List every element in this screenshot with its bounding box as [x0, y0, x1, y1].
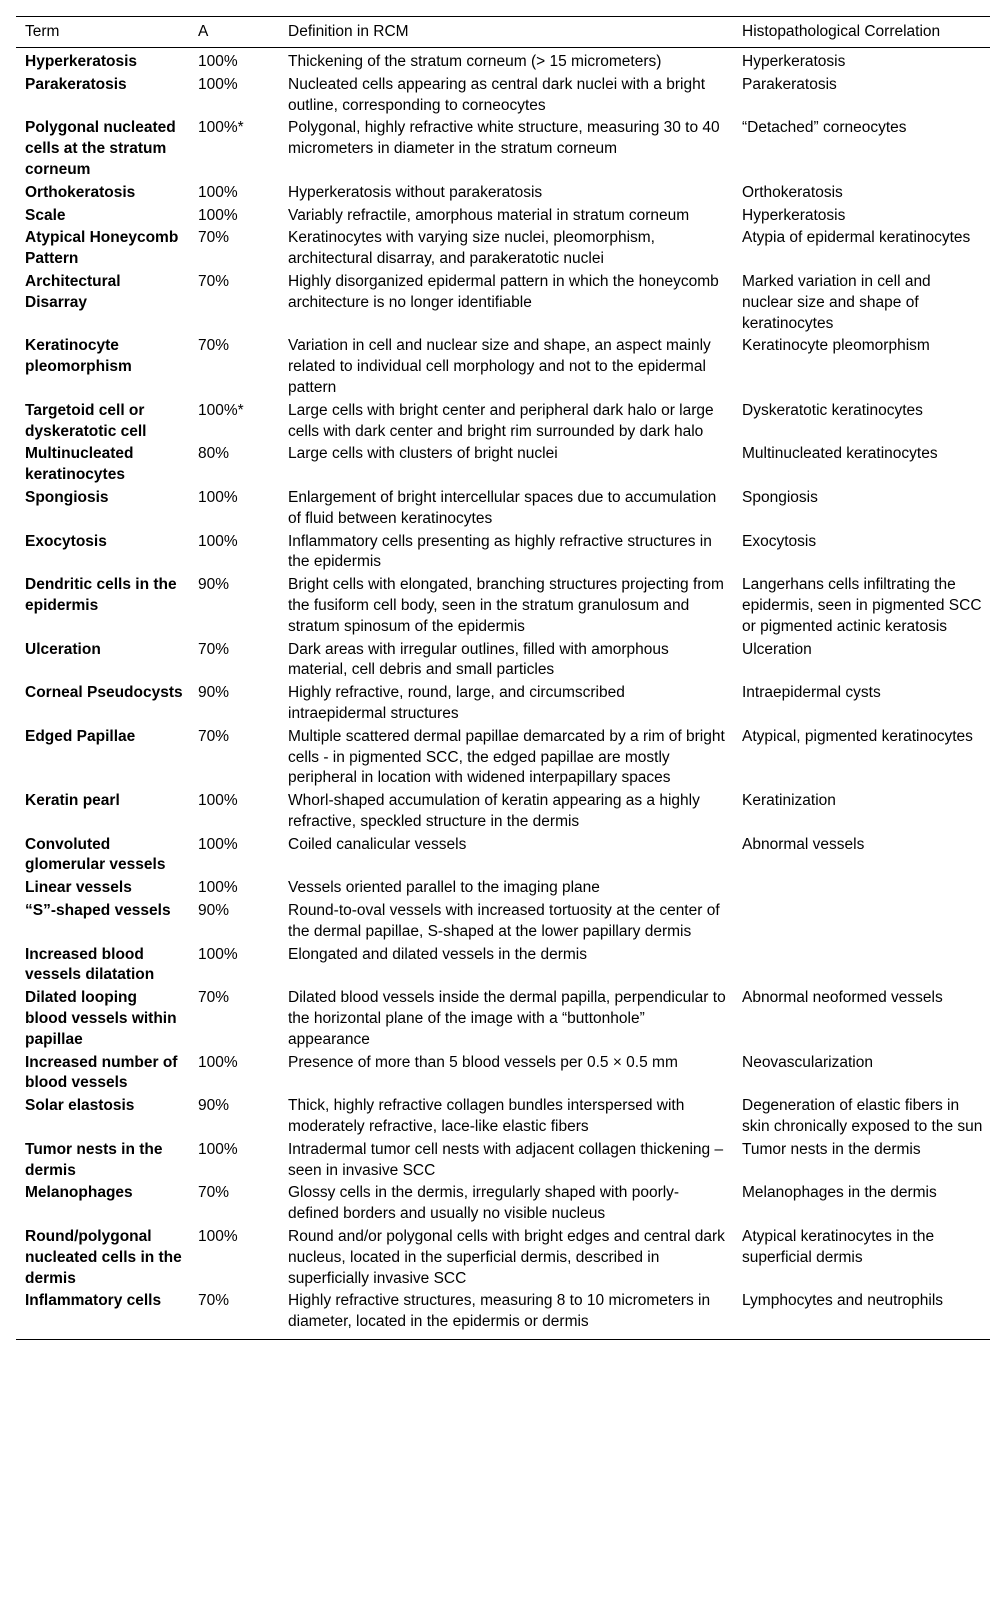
table-row	[16, 790, 990, 834]
agreement-cell: 100%	[198, 532, 238, 550]
histopathology-cell: Neovascularization	[742, 1053, 873, 1071]
term-cell: Targetoid cell or dyskeratotic cell	[25, 401, 147, 440]
histopathology-cell: Spongiosis	[742, 488, 818, 506]
agreement-cell: 100%	[198, 945, 238, 963]
table-row	[16, 531, 990, 575]
table-row	[16, 205, 990, 228]
agreement-cell: 100%	[198, 835, 238, 853]
agreement-cell: 100%*	[198, 401, 244, 419]
table-row	[16, 987, 990, 1051]
agreement-cell: 70%	[198, 727, 230, 745]
rcm-terms-table-wrapper	[16, 16, 990, 1340]
definition-cell: Coiled canalicular vessels	[288, 835, 467, 853]
table-row	[16, 48, 990, 74]
table-row	[16, 1290, 990, 1339]
histopathology-cell: Multinucleated keratinocytes	[742, 445, 938, 463]
term-cell: Hyperkeratosis	[25, 53, 138, 70]
histopathology-cell: Ulceration	[742, 640, 812, 658]
term-cell: Exocytosis	[25, 532, 107, 550]
histopathology-cell: Intraepidermal cysts	[742, 684, 881, 702]
histopathology-cell: Atypical, pigmented keratinocytes	[742, 727, 973, 745]
table-row	[16, 400, 990, 444]
agreement-cell: 70%	[198, 337, 230, 355]
term-cell: Scale	[25, 206, 66, 224]
definition-cell: Intradermal tumor cell nests with adjacent collagen thickening – seen in invasive SCC	[288, 1140, 724, 1179]
definition-cell: Nucleated cells appearing as central dark nuclei with a bright outline, corresponding to corneocytes	[288, 75, 706, 114]
term-cell: Increased number of blood vessels	[25, 1053, 178, 1092]
agreement-cell: 100%	[198, 1228, 238, 1246]
histopathology-cell: Melanophages in the dermis	[742, 1184, 937, 1202]
agreement-cell: 100%	[198, 183, 238, 201]
agreement-cell: 100%	[198, 53, 238, 70]
header-definition: Definition in RCM	[288, 22, 409, 40]
agreement-cell: 80%	[198, 445, 230, 463]
agreement-cell: 100%	[198, 879, 238, 897]
table-row	[16, 1052, 990, 1096]
histopathology-cell: Exocytosis	[742, 532, 817, 550]
term-cell: Solar elastosis	[25, 1097, 135, 1115]
header-a: A	[198, 22, 209, 40]
agreement-cell: 90%	[198, 902, 230, 920]
table-row	[16, 1226, 990, 1290]
agreement-cell: 70%	[198, 640, 230, 658]
histopathology-cell: Orthokeratosis	[742, 183, 843, 201]
term-cell: Dilated looping blood vessels within papillae	[25, 989, 177, 1048]
histopathology-cell: Parakeratosis	[742, 75, 837, 93]
table-row	[16, 1095, 990, 1139]
definition-cell: Variation in cell and nuclear size and shape, an aspect mainly related to individual cell morphology and not to the epidermal pattern	[288, 337, 711, 396]
definition-cell: Whorl-shaped accumulation of keratin appearing as a highly refractive, speckled structure in the dermis	[288, 792, 700, 830]
table-row	[16, 1182, 990, 1226]
histopathology-cell: Marked variation in cell and nuclear size and shape of keratinocytes	[742, 272, 931, 332]
term-cell: “S”-shaped vessels	[25, 902, 171, 920]
definition-cell: Large cells with clusters of bright nuclei	[288, 445, 558, 463]
term-cell: Architectural Disarray	[25, 272, 121, 311]
histopathology-cell: Tumor nests in the dermis	[742, 1140, 921, 1158]
agreement-cell: 70%	[198, 272, 230, 290]
definition-cell: Dark areas with irregular outlines, filled with amorphous material, cell debris and small particles	[288, 640, 669, 679]
agreement-cell: 90%	[198, 1097, 230, 1115]
term-cell: Keratin pearl	[25, 792, 120, 810]
histopathology-cell	[733, 877, 990, 900]
agreement-cell: 70%	[198, 229, 230, 247]
term-cell: Keratinocyte pleomorphism	[25, 337, 132, 376]
term-cell: Polygonal nucleated cells at the stratum corneum	[25, 119, 176, 178]
definition-cell: Keratinocytes with varying size nuclei, pleomorphism, architectural disarray, and parakeratotic nuclei	[288, 229, 655, 268]
histopathology-cell: Keratinization	[742, 792, 836, 810]
rcm-terms-table	[16, 16, 990, 1340]
definition-cell: Hyperkeratosis without parakeratosis	[288, 183, 543, 201]
term-cell: Spongiosis	[25, 488, 109, 506]
header-term: Term	[25, 22, 60, 40]
term-cell: Edged Papillae	[25, 727, 136, 745]
histopathology-cell: “Detached” corneocytes	[742, 119, 907, 137]
agreement-cell: 100%	[198, 792, 238, 810]
definition-cell: Presence of more than 5 blood vessels per 0.5 × 0.5 mm	[288, 1053, 678, 1071]
histopathology-cell: Degeneration of elastic fibers in skin chronically exposed to the sun	[742, 1097, 983, 1136]
term-cell: Tumor nests in the dermis	[25, 1140, 163, 1179]
term-cell: Round/polygonal nucleated cells in the dermis	[25, 1228, 182, 1287]
table-row	[16, 74, 990, 118]
agreement-cell: 100%	[198, 75, 238, 93]
definition-cell: Elongated and dilated vessels in the dermis	[288, 945, 587, 963]
table-row	[16, 335, 990, 399]
definition-cell: Glossy cells in the dermis, irregularly shaped with poorly-defined borders and usually no visible nucleus	[288, 1184, 680, 1223]
histopathology-cell: Atypia of epidermal keratinocytes	[742, 229, 971, 247]
definition-cell: Large cells with bright center and peripheral dark halo or large cells with dark center and bright rim surrounded by dark halo	[288, 401, 714, 440]
definition-cell: Thickening of the stratum corneum (> 15 micrometers)	[288, 53, 662, 70]
header-histopathological-correlation: Histopathological Correlation	[742, 22, 941, 40]
definition-cell: Round-to-oval vessels with increased tortuosity at the center of the dermal papillae, S-shaped at the lower papillary dermis	[288, 902, 720, 940]
term-cell: Convoluted glomerular vessels	[25, 835, 166, 874]
agreement-cell: 100%*	[198, 119, 244, 137]
agreement-cell: 100%	[198, 488, 238, 506]
agreement-cell: 100%	[198, 1140, 238, 1158]
table-row	[16, 944, 990, 988]
definition-cell: Multiple scattered dermal papillae demarcated by a rim of bright cells - in pigmented SCC, the edged papillae are mostly peripheral in location with widened interpapillary spaces	[288, 727, 725, 787]
term-cell: Increased blood vessels dilatation	[25, 945, 155, 984]
table-row	[16, 487, 990, 531]
agreement-cell: 90%	[198, 684, 230, 702]
definition-cell: Highly refractive structures, measuring 8 to 10 micrometers in diameter, located in the epidermis or dermis	[288, 1292, 711, 1331]
definition-cell: Highly refractive, round, large, and circumscribed intraepidermal structures	[288, 684, 625, 722]
agreement-cell: 90%	[198, 576, 230, 594]
table-row	[16, 682, 990, 726]
histopathology-cell: Hyperkeratosis	[742, 53, 846, 70]
definition-cell: Highly disorganized epidermal pattern in which the honeycomb architecture is no longer identifiable	[288, 272, 719, 311]
histopathology-cell: Hyperkeratosis	[742, 206, 846, 224]
histopathology-cell: Langerhans cells infiltrating the epidermis, seen in pigmented SCC or pigmented actinic keratosis	[742, 576, 982, 635]
term-cell: Corneal Pseudocysts	[25, 684, 183, 702]
table-row	[16, 574, 990, 638]
table-row	[16, 726, 990, 790]
table-row	[16, 639, 990, 683]
histopathology-cell	[733, 944, 990, 988]
term-cell: Melanophages	[25, 1184, 133, 1202]
table-row	[16, 834, 990, 878]
table-header	[16, 17, 990, 48]
table-row	[16, 877, 990, 900]
histopathology-cell: Atypical keratinocytes in the superficial dermis	[742, 1228, 935, 1266]
definition-cell: Bright cells with elongated, branching structures projecting from the fusiform cell body, seen in the stratum granulosum and stratum spinosum of the epidermis	[288, 576, 724, 635]
histopathology-cell: Abnormal neoformed vessels	[742, 989, 943, 1007]
histopathology-cell: Dyskeratotic keratinocytes	[742, 401, 923, 419]
table-row	[16, 271, 990, 335]
definition-cell: Enlargement of bright intercellular spaces due to accumulation of fluid between keratinocytes	[288, 488, 717, 527]
definition-cell: Thick, highly refractive collagen bundles interspersed with moderately refractive, lace-like elastic fibers	[288, 1097, 685, 1136]
histopathology-cell	[733, 900, 990, 944]
definition-cell: Polygonal, highly refractive white structure, measuring 30 to 40 micrometers in diameter in the stratum corneum	[288, 119, 720, 158]
term-cell: Parakeratosis	[25, 75, 127, 93]
agreement-cell: 70%	[198, 1184, 230, 1202]
table-row	[16, 1139, 990, 1183]
table-row	[16, 443, 990, 487]
table-row	[16, 117, 990, 181]
header-row	[16, 17, 990, 48]
term-cell: Ulceration	[25, 640, 101, 658]
agreement-cell: 100%	[198, 1053, 238, 1071]
table-row	[16, 900, 990, 944]
agreement-cell: 70%	[198, 989, 230, 1007]
term-cell: Atypical Honeycomb Pattern	[25, 229, 179, 268]
term-cell: Linear vessels	[25, 879, 132, 897]
definition-cell: Dilated blood vessels inside the dermal papilla, perpendicular to the horizontal plane of the image with a “buttonhole” appearance	[288, 989, 726, 1048]
term-cell: Orthokeratosis	[25, 183, 136, 201]
term-cell: Multinucleated keratinocytes	[25, 445, 134, 484]
histopathology-cell: Keratinocyte pleomorphism	[742, 337, 930, 355]
table-body	[16, 48, 990, 1340]
definition-cell: Inflammatory cells presenting as highly refractive structures in the epidermis	[288, 532, 712, 571]
agreement-cell: 70%	[198, 1292, 230, 1310]
agreement-cell: 100%	[198, 206, 238, 224]
definition-cell: Round and/or polygonal cells with bright edges and central dark nucleus, located in the superficial dermis, described in superficially invasive SCC	[288, 1228, 725, 1287]
histopathology-cell: Lymphocytes and neutrophils	[742, 1292, 944, 1310]
table-row	[16, 182, 990, 205]
term-cell: Dendritic cells in the epidermis	[25, 576, 177, 614]
definition-cell: Vessels oriented parallel to the imaging plane	[288, 879, 600, 897]
term-cell: Inflammatory cells	[25, 1292, 162, 1310]
histopathology-cell: Abnormal vessels	[742, 835, 865, 853]
definition-cell: Variably refractile, amorphous material in stratum corneum	[288, 206, 690, 224]
table-row	[16, 227, 990, 271]
